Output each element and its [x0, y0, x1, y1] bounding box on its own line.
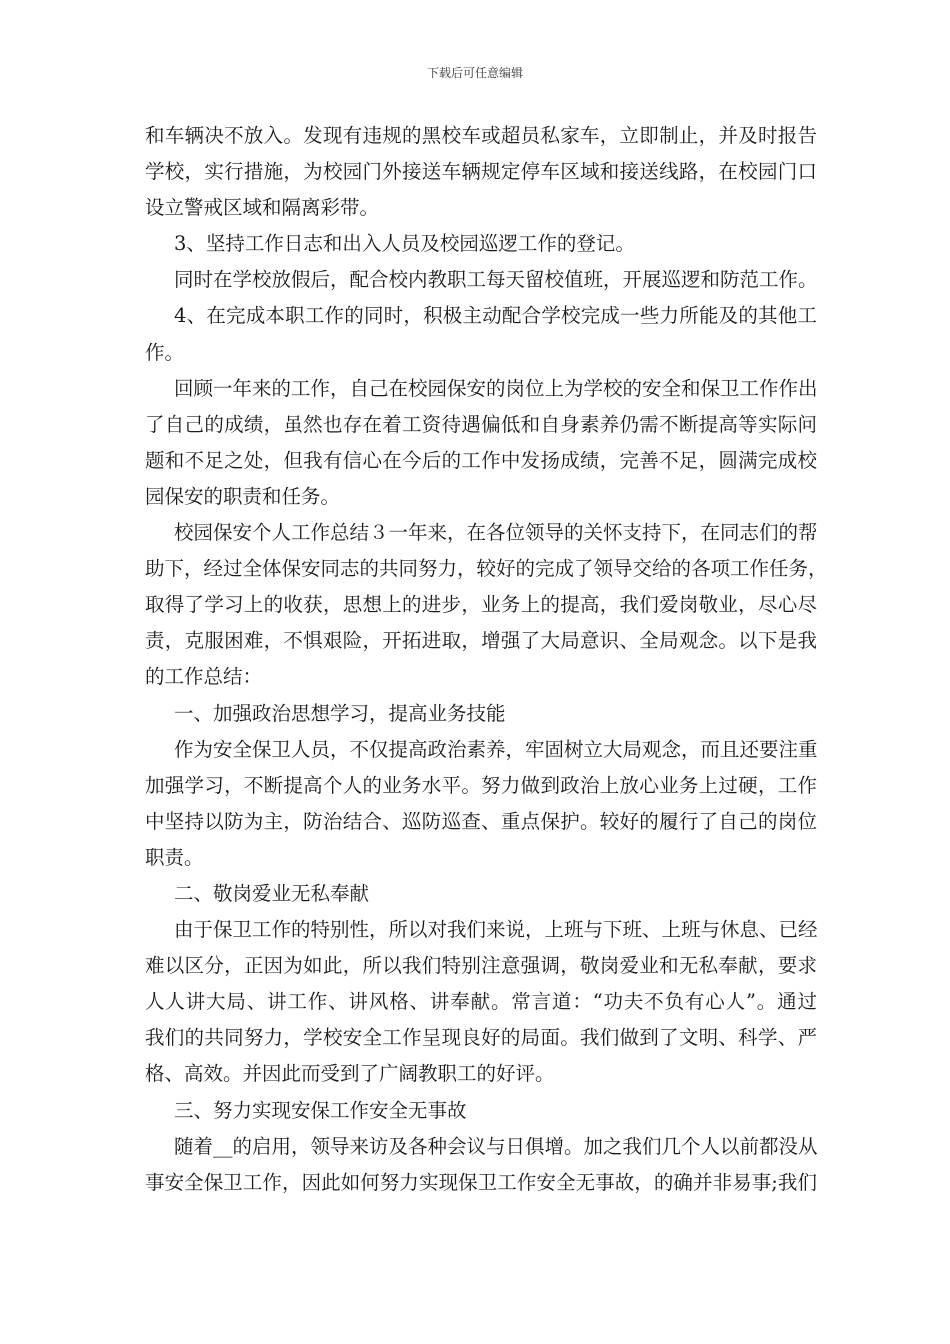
text-line: 取得了学习上的收获，思想上的进步，业务上的提高，我们爱岗敬业，尽心尽: [145, 593, 817, 617]
text-line: 园保安的职责和任务。: [145, 484, 341, 508]
text-line: 设立警戒区域和隔离彩带。: [145, 196, 380, 220]
text-line: 人人讲大局、讲工作、讲风格、讲奉献。常言道：“功夫不负有心人”。通过: [145, 990, 817, 1014]
document-body: [145, 118, 828, 1201]
text-line: 责，克服困难，不惧艰险，开拓进取，增强了大局意识、全局观念。以下是我: [145, 629, 817, 653]
text-line: 一、加强政治思想学习，提高业务技能: [174, 701, 506, 725]
text-line: 我们的共同努力，学校安全工作呈现良好的局面。我们做到了文明、科学、严: [145, 1026, 817, 1050]
text-line: 3、坚持工作日志和出入人员及校园巡逻工作的登记。: [174, 232, 635, 256]
text-line: 作。: [145, 340, 185, 364]
text-line: 随着__的启用，领导来访及各种会议与日俱增。加之我们几个人以前都没从: [174, 1134, 818, 1158]
text-line: 事安全保卫工作，因此如何努力实现保卫工作安全无事故，的确并非易事;我们: [145, 1170, 817, 1194]
text-line: 二、敬岗爱业无私奉献: [174, 881, 370, 905]
text-line: 和车辆决不放入。发现有违规的黑校车或超员私家车，立即制止，并及时报告: [145, 124, 817, 147]
text-line: 同时在学校放假后，配合校内教职工每天留校值班，开展巡逻和防范工作。: [174, 268, 818, 292]
text-line: 校园保安个人工作总结３一年来，在各位领导的关怀支持下，在同志们的帮: [174, 521, 818, 545]
text-line: 加强学习，不断提高个人的业务水平。努力做到政治上放心业务上过硬，工作: [145, 773, 817, 797]
text-line: 助下，经过全体保安同志的共同努力，较好的完成了领导交给的各项工作任务，: [145, 557, 828, 581]
text-line: 的工作总结：: [145, 665, 263, 689]
text-line: 由于保卫工作的特别性，所以对我们来说，上班与下班、上班与休息、已经: [174, 918, 818, 942]
text-line: 职责。: [145, 845, 204, 869]
text-line: 学校，实行措施，为校园门外接送车辆规定停车区域和接送线路，在校园门口: [145, 160, 817, 184]
text-line: 中坚持以防为主，防治结合、巡防巡查、重点保护。较好的履行了自己的岗位: [145, 809, 817, 833]
text-line: 了自己的成绩，虽然也存在着工资待遇偏低和自身素养仍需不断提高等实际问: [145, 412, 817, 436]
text-line: 格、高效。并因此而受到了广阔教职工的好评。: [145, 1062, 555, 1086]
text-line: 4、在完成本职工作的同时，积极主动配合学校完成一些力所能及的其他工: [174, 304, 817, 328]
text-line: 三、努力实现安保工作安全无事故: [174, 1098, 467, 1122]
text-line: 题和不足之处，但我有信心在今后的工作中发扬成绩，完善不足，圆满完成校: [145, 448, 817, 472]
text-line: 作为安全保卫人员，不仅提高政治素养，牢固树立大局观念，而且还要注重: [174, 737, 818, 761]
text-line: 回顾一年来的工作，自己在校园保安的岗位上为学校的安全和保卫工作作出: [174, 376, 818, 400]
page-header: 下载后可任意编辑: [426, 66, 523, 80]
text-line: 难以区分，正因为如此，所以我们特别注意强调，敬岗爱业和无私奉献，要求: [145, 954, 817, 978]
